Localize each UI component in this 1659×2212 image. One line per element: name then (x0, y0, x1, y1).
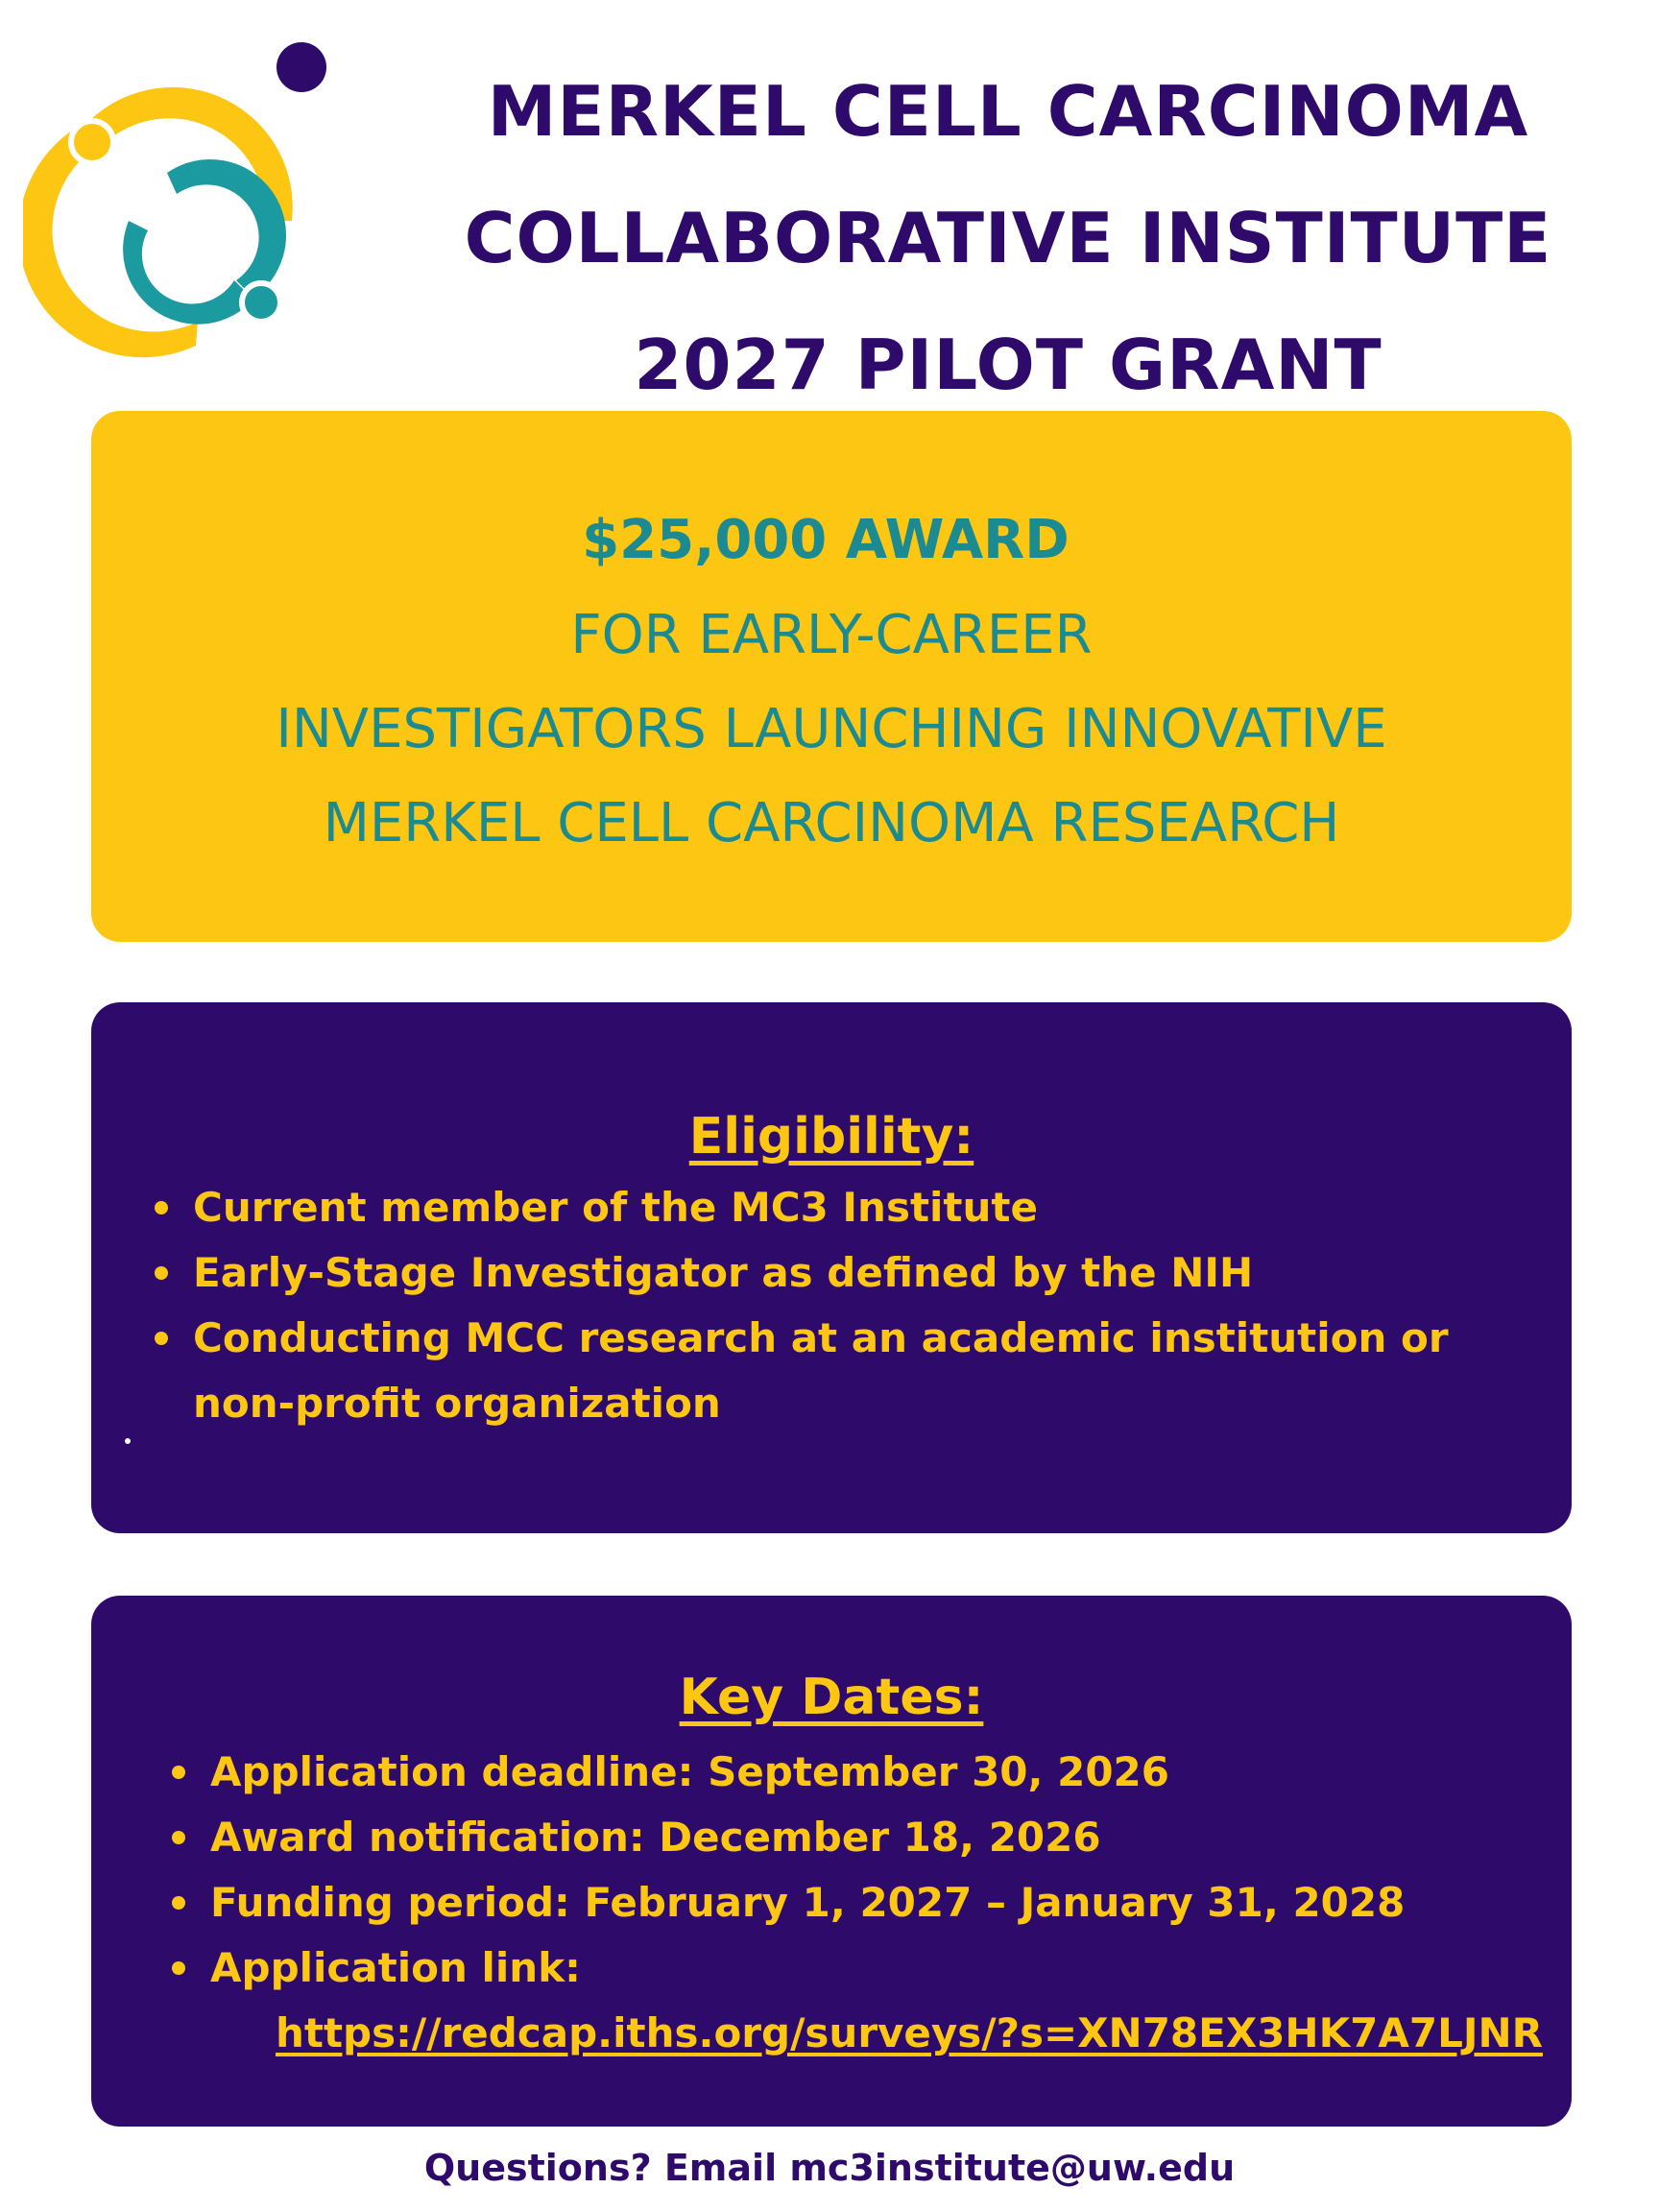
list-item: Application deadline: September 30, 2026 (168, 1740, 1551, 1805)
title-line-2: COLLABORATIVE INSTITUTE (464, 198, 1552, 278)
footer-contact: Questions? Email mc3institute@uw.edu (423, 2147, 1236, 2189)
stray-dot (125, 1438, 131, 1444)
eligibility-panel (91, 1002, 1572, 1533)
application-link[interactable]: https://redcap.iths.org/surveys/?s=XN78EX3HK7A7LJNR (276, 2009, 1543, 2056)
list-item: Award notification: December 18, 2026 (168, 1805, 1551, 1870)
title-line-3: 2027 PILOT GRANT (634, 325, 1382, 405)
award-line-3: MERKEL CELL CARCINOMA RESEARCH (323, 792, 1340, 854)
list-item: Early-Stage Investigator as defined by the NIH (151, 1240, 1552, 1306)
award-panel (91, 411, 1572, 942)
award-description (91, 589, 1572, 871)
key-dates-heading: Key Dates: (679, 1669, 984, 1726)
award-line-1: FOR EARLY-CAREER (570, 604, 1093, 666)
list-item: Funding period: February 1, 2027 – January 31, 2028 (168, 1870, 1551, 1936)
list-item: Application link: (168, 1936, 1551, 2001)
list-item: Conducting MCC research at an academic institution or non-profit organization (151, 1306, 1552, 1436)
mc3-logo-icon (23, 29, 359, 365)
award-line-2: INVESTIGATORS LAUNCHING INNOVATIVE (276, 698, 1387, 760)
eligibility-list (151, 1175, 1552, 1436)
list-item: Current member of the MC3 Institute (151, 1175, 1552, 1240)
award-heading: $25,000 AWARD (582, 509, 1070, 571)
page-title (384, 48, 1632, 428)
eligibility-heading: Eligibility: (688, 1108, 974, 1166)
key-dates-panel (91, 1596, 1572, 2127)
title-line-1: MERKEL CELL CARCINOMA (487, 71, 1529, 152)
key-dates-list (168, 1740, 1551, 2001)
